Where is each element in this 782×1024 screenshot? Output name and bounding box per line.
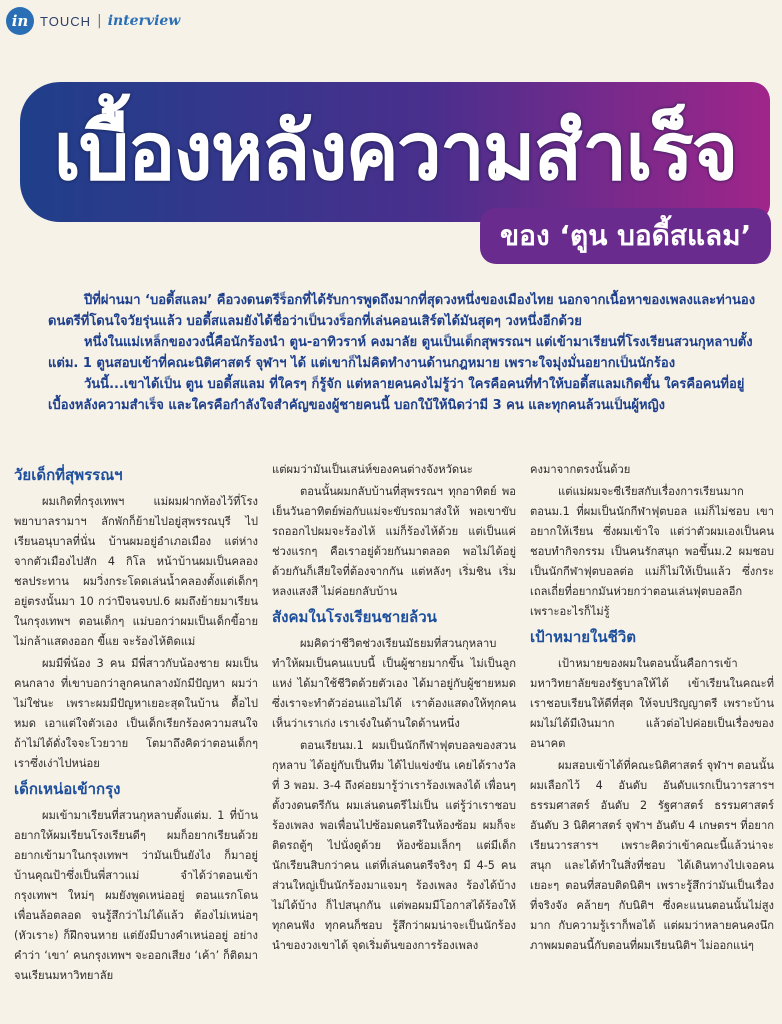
body-paragraph: ตอนนั้นผมกลับบ้านที่สุพรรณฯ ทุกอาทิตย์ พอเย็นวันอาทิตย์พ่อกับแม่จะขับรถมาส่งให้ พอเขาขับรถออกไปผมจะร้องไห้ แม่ก็ร้องไห้ด้วย แต่เป็นแค่ช่วงแรกๆ คือเราอยู่ด้วยกันมาตลอด พอไม่ได้อยู่ด้วยกันก็เสียใจที่ต้องจากกัน แต่หลังๆ เริ่มชิน เริ่มหลงแสงสี ไม่ค่อยกลับบ้าน [272, 485, 516, 598]
in-touch-logo: in [6, 7, 34, 35]
intro-paragraph: วันนี้...เขาได้เป็น ตูน บอดี้สแลม ที่ใครๆ ก็รู้จัก แต่หลายคนคงไม่รู้ว่า ใครคือคนที่ทำให้บอดี้สแลมเกิดขึ้น ใครคือคนที่อยู่เบื้องหลังความสำเร็จ และใครคือกำลังใจสำคัญของผู้ชายคนนี้ บอกใบ้ให้นิดว่ามี 3 คน และทุกคนล้วนเป็นผู้หญิง [48, 377, 745, 413]
body-paragraph: คงมาจากตรงนั้นด้วย [530, 463, 631, 476]
headline-subtitle: ของ ‘ตูน บอดี้สแลม’ [480, 208, 771, 264]
intro-paragraph: ปีที่ผ่านมา ‘บอดี้สแลม’ คือวงดนตรีร็อกที่ได้รับการพูดถึงมากที่สุดวงหนึ่งของเมืองไทย นอกจากเนื้อหาของเพลงและท่านองดนตรีที่โดนใจวัยรุ่นแล้ว บอดี้สแลมยังได้ชื่อว่าเป็นวงร็อกที่เล่นคอนเสิร์ตได้มันสุดๆ วงหนึ่งอีกด้วย [48, 293, 756, 329]
body-paragraph: ผมเกิดที่กรุงเทพฯ แม่ผมฝากท้องไว้ที่โรงพยาบาลรามาฯ ลักพักก็ย้ายไปอยู่สุพรรณบุรี ไปเรียนอนุบาลที่นั่น บ้านผมอยู่อำเภอเมือง แต่ห่างจากตัวเมืองไปสัก 4 กิโล หน้าบ้านผมเป็นคลองชลประทาน ผมวิ่งกระโดดเล่นน้ำคลองตั้งแต่เด็กๆ อยู่ตรงนั้นมา 10 กว่าปีจนจบป.6 ผมถึงย้ายมาเรียนในกรุงเทพฯ ตอนเด็กๆ แม่บอกว่าผมเป็นเด็กขี้อาย ไม่กล้าแสดงออก ขี้แย จะร้องไห้ติดแม่ [14, 495, 258, 648]
intro-paragraphs [48, 290, 764, 416]
column-1 [14, 460, 258, 988]
body-paragraph: ผมคิดว่าชีวิตช่วงเรียนมัธยมที่สวนกุหลาบทำให้ผมเป็นคนแบบนี้ เป็นผู้ชายมากขึ้น ไม่เป็นลูกแหง่ ได้มาใช้ชีวิตด้วยตัวเอง ได้มาอยู่กับผู้ชายหมด ซึ่งเราจะทำตัวอ่อนแอไม่ได้ เราต้องแสดงให้ทุกคนเห็นว่าเราเก่ง เราเจ๋งในด้านใดด้านหนึ่ง [272, 637, 516, 730]
section-tag: interview [107, 13, 181, 29]
intro-paragraph: หนึ่งในแม่เหล็กของวงนี้คือนักร้องนำ ตูน-อาทิวราห์ คงมาลัย ตูนเป็นเด็กสุพรรณฯ แต่เข้ามาเรียนที่โรงเรียนสวนกุหลาบตั้งแต่ม. 1 ตูนสอบเข้าที่คณะนิติศาสตร์ จุฬาฯ ได้ แต่เขาก็ไม่คิดทำงานด้านกฎหมาย เพราะใจมุ่งมั่นอยากเป็นนักร้อง [48, 335, 753, 371]
body-paragraph: ผมสอบเข้าได้ที่คณะนิติศาสตร์ จุฬาฯ ตอนนั้นผมเลือกไว้ 4 อันดับ อันดับแรกเป็นวารสารฯ ธรรมศาสตร์ อันดับ 2 รัฐศาสตร์ ธรรมศาสตร์ อันดับ 3 นิติศาสตร์ จุฬาฯ อันดับ 4 เกษตรฯ ที่อยากเรียนวารสารฯ เพราะคิดว่าเข้าคณะนี้แล้วน่าจะสนุก และได้ทำในสิ่งที่ชอบ ได้เดินทางไปเจอคนเยอะๆ ตอนที่สอบติดนิติฯ เพราะรู้สึกว่ามันเป็นเรื่องที่จริงจัง คล้ายๆ กับนิติฯ ซึ่งคะแนนตอนนั้นไม่สูงมาก กับความรู้เราก็พอได้ แต่ผมว่าหลายคนคงนึกภาพผมตอนนี้กับตอนที่ผมเรียนนิติฯ ไม่ออกแน่ๆ [530, 759, 774, 952]
body-paragraph: ตอนเรียนม.1 ผมเป็นนักกีฬาฟุตบอลของสวนกุหลาบ ได้อยู่กับเป็นทีม ได้ไปแข่งขัน เคยได้รางวัลที่ 3 พอม. 3-4 ถึงค่อยมารู้ว่าเราร้องเพลงได้ เพื่อนๆ ตั้งวงดนตรีกัน ผมเล่นดนตรีไม่เป็น แต่รู้ว่าเราชอบร้องเพลง พอเพื่อนไปซ้อมดนตรีในห้องซ้อม ผมก็จะติดรถตู้ๆ ไปนั่งดูด้วย ห้องซ้อมเล็กๆ แต่มีเด็กนักเรียนสิบกว่าคน แต่ที่เล่นดนตรีจริงๆ มี 4-5 คน ส่วนใหญ่เป็นนักร้องมาแจมๆ ร้องเพลง ร้องได้บ้างไม่ได้บ้าง ก็ไปสนุกกัน แต่พอผมมีโอกาสได้ร้องให้ทุกคนฟัง ทุกคนก็ชอบ รู้สึกว่าผมน่าจะเป็นนักร้องนำของวงเขาได้ จุดเริ่มต้นของการร้องเพลง [272, 739, 516, 952]
section-heading: สังคมในโรงเรียนชายล้วน [272, 608, 437, 626]
section-heading: เด็กเหน่อเข้ากรุง [14, 780, 121, 798]
section-name: TOUCH [40, 13, 91, 29]
body-paragraph: แต่แม่ผมจะซีเรียสกับเรื่องการเรียนมาก ตอนม.1 ที่ผมเป็นนักกีฬาฟุตบอล แม่ก็ไม่ชอบ เขาอยากให้เรียน ซึ่งผมเข้าใจ แต่ว่าตัวผมเองเป็นคนชอบทำกิจกรรม เป็นคนรักสนุก พอขึ้นม.2 ผมชอบเป็นนักกีฬาฟุตบอลต่อ แม่ก็ไม่ให้เป็นแล้ว ซึ่งกระเถลเถี่ยที่อยากมันห่วยกว่าตอนเล่นฟุตบอลอีก เพราะอะไรก็ไม่รู้ [530, 485, 774, 618]
article-body [14, 460, 776, 1020]
column-3 [530, 460, 774, 958]
body-paragraph: ผมมีพี่น้อง 3 คน มีพี่สาวกับน้องชาย ผมเป็นคนกลาง ที่เขาบอกว่าลูกคนกลางมักมีปัญหา ผมว่าไม่ใช่นะ เพราะผมมีปัญหาเยอะสุดในบ้าน ดื้อไปหมด เอาแต่ใจตัวเอง เป็นเด็กเรียกร้องความสนใจ ถ้าไม่ได้ดั่งใจจะโวยวาย โตมาถึงคิดว่าตอนเด็กๆ เราซึ่งเง่าไปหน่อย [14, 657, 258, 770]
body-paragraph: ผมเข้ามาเรียนที่สวนกุหลาบตั้งแต่ม. 1 ที่บ้านอยากให้ผมเรียนโรงเรียนดีๆ ผมก็อยากเรียนด้วย อยากเข้ามาในกรุงเทพฯ ว่ามันเป็นยังไง ก็มาอยู่บ้านคุณป้าซึ่งเป็นพี่สาวแม่ จำได้ว่าตอนเข้ากรุงเทพฯ ใหม่ๆ ผมยังพูดเหน่ออยู่ ตอนแรกโดนเพื่อนล้อตลอด จนรู้สึกว่าไม่ได้แล้ว ต้องไม่เหน่อๆ (หัวเราะ) ก็ฝึกจนหาย แต่ยังมีบางคำเหน่ออยู่ อย่างคำว่า ‘เขา’ คนกรุงเทพฯ จะออกเสียง ‘เค้า’ ก็ติดมาจนเรียนมหาวิทยาลัย [14, 809, 258, 982]
magazine-header [6, 6, 180, 36]
headline-banner [20, 82, 770, 222]
body-paragraph: แต่ผมว่ามันเป็นเสน่ห์ของคนต่างจังหวัดนะ [272, 463, 473, 476]
headline-title: เบื้องหลังความสำเร็จ [53, 105, 737, 198]
column-2 [272, 460, 516, 958]
body-paragraph: เป้าหมายของผมในตอนนั้นคือการเข้ามหาวิทยาลัยของรัฐบาลให้ได้ เข้าเรียนในคณะที่เราชอบเรียนให้ดีที่สุด ให้จบปริญญาตรี เพราะบ้านผมไม่ได้มีเงินมาก แล้วต่อไปค่อยเป็นเรื่องของอนาคต [530, 657, 774, 750]
section-heading: เป้าหมายในชีวิต [530, 628, 636, 646]
header-separator: | [96, 13, 102, 29]
section-heading: วัยเด็กที่สุพรรณฯ [14, 466, 123, 484]
